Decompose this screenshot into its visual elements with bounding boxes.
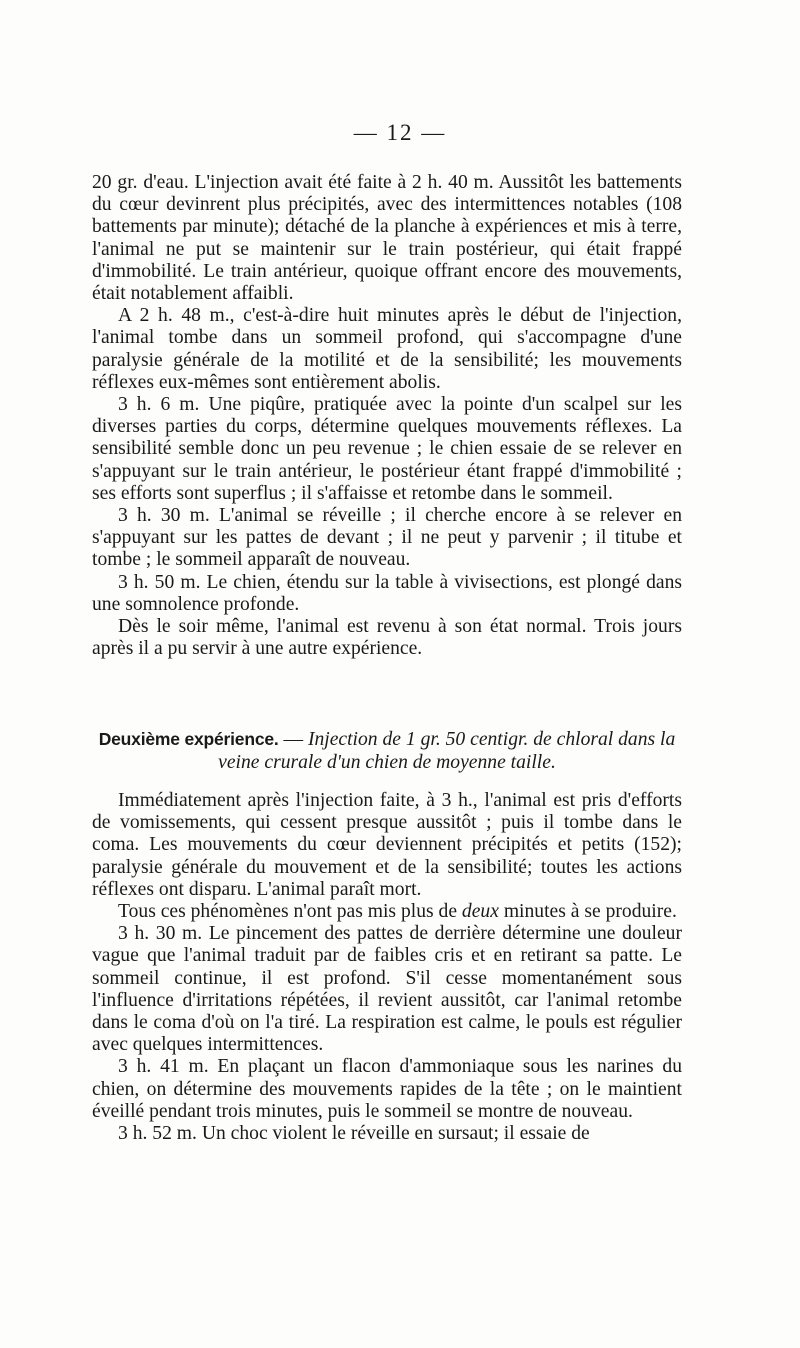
text-run: minutes à se produire. [498, 901, 677, 923]
text-run: Tous ces phénomènes n'ont pas mis plus de [118, 901, 462, 923]
heading-title: Injection de 1 gr. 50 centigr. de chloral dans la veine crurale d'un chien de moyenne taille. [218, 729, 676, 773]
paragraph: A 2 h. 48 m., c'est-à-dire huit minutes après le début de l'injection, l'animal tombe dans un sommeil profond, qui s'accompagne d'une paralysie générale de la motilité et de la sensibilité; les mouvements réflexes eux-mêmes sont entièrement abolis. [92, 305, 682, 393]
experiment-2-heading [92, 728, 682, 774]
paragraph: 20 gr. d'eau. L'injection avait été faite à 2 h. 40 m. Aussitôt les battements du cœur devinrent plus précipités, avec des intermittences notables (108 battements par minute); détaché de la planche à expériences et mis à terre, l'animal ne put se maintenir sur le train postérieur, qui était frappé d'immobilité. Le train antérieur, quoique offrant encore des mouvements, était notablement affaibli. [92, 172, 682, 305]
paragraph: Dès le soir même, l'animal est revenu à son état normal. Trois jours après il a pu servir à une autre expérience. [92, 616, 682, 660]
heading-dash: — [278, 729, 308, 750]
experiment-2-body [92, 790, 682, 1145]
paragraph: 3 h. 50 m. Le chien, étendu sur la table à vivisections, est plongé dans une somnolence profonde. [92, 571, 682, 615]
heading-label: Deuxième expérience. [98, 729, 279, 749]
page-number: — 12 — [353, 120, 447, 145]
paragraph: 3 h. 30 m. L'animal se réveille ; il cherche encore à se relever en s'appuyant sur les pattes de devant ; il ne peut y parvenir ; il titube et tombe ; le sommeil apparaît de nouveau. [92, 505, 682, 571]
paragraph: 3 h. 41 m. En plaçant un flacon d'ammoniaque sous les narines du chien, on détermine des mouvements rapides de la tête ; on le maintient éveillé pendant trois minutes, puis le sommeil se montre de nouveau. [92, 1056, 682, 1122]
paragraph: 3 h. 6 m. Une piqûre, pratiquée avec la pointe d'un scalpel sur les diverses parties du corps, détermine quelques mouvements réflexes. La sensibilité semble donc un peu revenue ; le chien essaie de se relever en s'appuyant sur le train antérieur, le postérieur étant frappé d'immobilité ; ses efforts sont superflus ; il s'affaisse et retombe dans le sommeil. [92, 394, 682, 504]
experiment-1-continuation [92, 172, 682, 660]
paragraph: 3 h. 52 m. Un choc violent le réveille en sursaut; il essaie de [118, 1123, 590, 1145]
emphasis: deux [461, 901, 499, 923]
paragraph: 3 h. 30 m. Le pincement des pattes de derrière détermine une douleur vague que l'animal traduit par de faibles cris et en retirant sa patte. Le sommeil continue, il est profond. S'il cesse momentanément sous l'influence d'irritations répétées, il revient aussitôt, car l'animal retombe dans le coma d'où on l'a tiré. La respiration est calme, le pouls est régulier avec quelques intermittences. [92, 923, 682, 1056]
paragraph [92, 901, 682, 923]
paragraph: Immédiatement après l'injection faite, à 3 h., l'animal est pris d'efforts de vomissements, qui cessent presque aussitôt ; puis il tombe dans le coma. Les mouvements du cœur deviennent précipités et petits (152); paralysie générale du mouvement et de la sensibilité; toutes les actions réflexes ont disparu. L'animal paraît mort. [92, 790, 682, 900]
